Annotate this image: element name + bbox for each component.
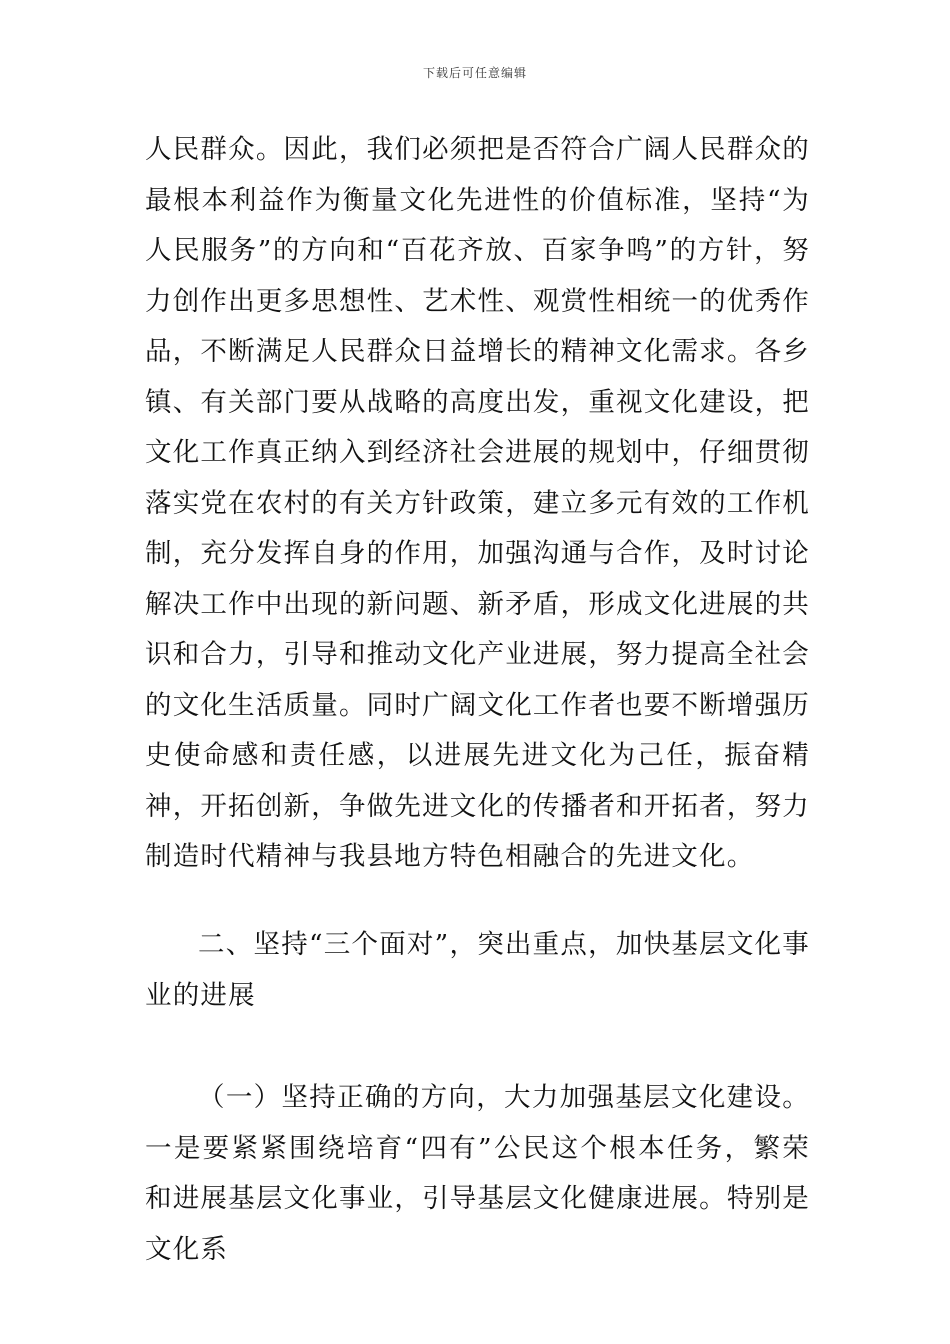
- body-paragraph: [145, 125, 810, 883]
- page-header-note: 下载后可任意编辑: [422, 66, 527, 80]
- body-paragraph: [145, 1073, 810, 1275]
- paragraph-text: （一）坚持正确的方向，大力加强基层文化建设。一是要紧紧围绕培育“四有”公民这个根本任务，繁荣和进展基层文化事业，引导基层文化健康进展。特别是文化系: [145, 1082, 810, 1265]
- section-heading-text: 二、坚持“三个面对”，突出重点，加快基层文化事业的进展: [145, 929, 810, 1011]
- paragraph-text: 人民群众。因此，我们必须把是否符合广阔人民群众的最根本利益作为衡量文化先进性的价值标准，坚持“为人民服务”的方向和“百花齐放、百家争鸣”的方针，努力创作出更多思想性、艺术性、观赏性相统一的优秀作品，不断满足人民群众日益增长的精神文化需求。各乡镇、有关部门要从战略的高度出发，重视文化建设，把文化工作真正纳入到经济社会进展的规划中，仔细贯彻落实党在农村的有关方针政策，建立多元有效的工作机制，充分发挥自身的作用，加强沟通与合作，及时讨论解决工作中出现的新问题、新矛盾，形成文化进展的共识和合力，引导和推动文化产业进展，努力提高全社会的文化生活质量。同时广阔文化工作者也要不断增强历史使命感和责任感，以进展先进文化为己任，振奋精神，开拓创新，争做先进文化的传播者和开拓者，努力制造时代精神与我县地方特色相融合的先进文化。: [145, 134, 810, 872]
- section-heading: [145, 920, 810, 1021]
